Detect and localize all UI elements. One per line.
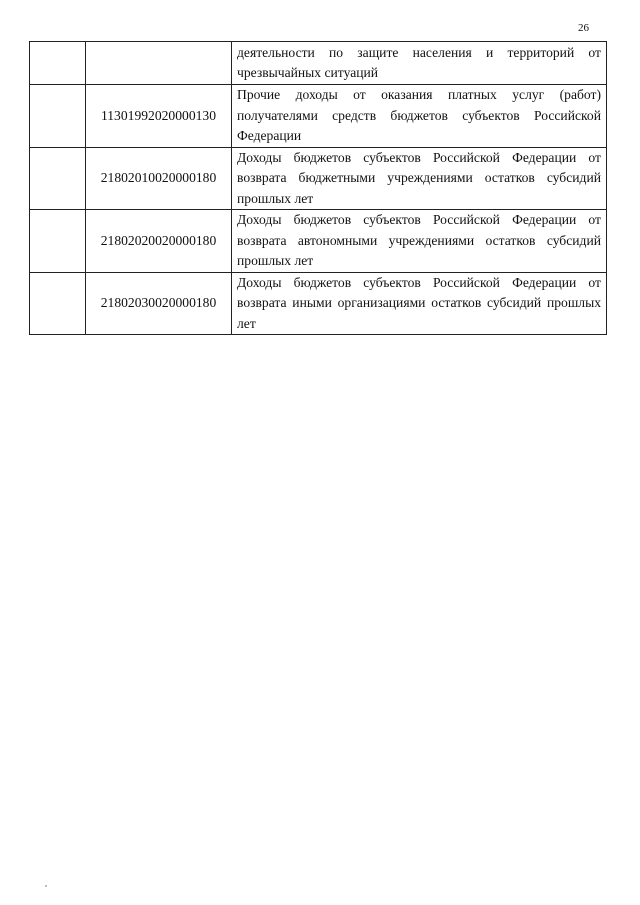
revenue-description-cell: Прочие доходы от оказания платных услуг (работ) получателями средств бюджетов субъектов Российской Федерации [232, 85, 607, 148]
admin-code-cell [30, 147, 86, 210]
revenue-description-cell: Доходы бюджетов субъектов Российской Федерации от возврата бюджетными учреждениями остатков субсидий прошлых лет [232, 147, 607, 210]
table-row [30, 147, 607, 210]
admin-code-cell [30, 85, 86, 148]
table-row [30, 85, 607, 148]
table-row [30, 42, 607, 85]
table-row [30, 272, 607, 335]
revenue-description-cell: Доходы бюджетов субъектов Российской Федерации от возврата автономными учреждениями остатков субсидий прошлых лет [232, 210, 607, 273]
revenue-code-cell [86, 42, 232, 85]
revenue-code-cell: 21802010020000180 [86, 147, 232, 210]
revenue-code-cell: 21802020020000180 [86, 210, 232, 273]
budget-revenue-table [29, 41, 607, 335]
admin-code-cell [30, 272, 86, 335]
admin-code-cell [30, 210, 86, 273]
table-row [30, 210, 607, 273]
revenue-code-cell: 21802030020000180 [86, 272, 232, 335]
scan-artifact [45, 885, 47, 887]
revenue-code-cell: 11301992020000130 [86, 85, 232, 148]
revenue-description-cell: Доходы бюджетов субъектов Российской Федерации от возврата иными организациями остатков субсидий прошлых лет [232, 272, 607, 335]
revenue-description-cell: деятельности по защите населения и территорий от чрезвычайных ситуаций [232, 42, 607, 85]
page-number: 26 [578, 22, 589, 34]
admin-code-cell [30, 42, 86, 85]
